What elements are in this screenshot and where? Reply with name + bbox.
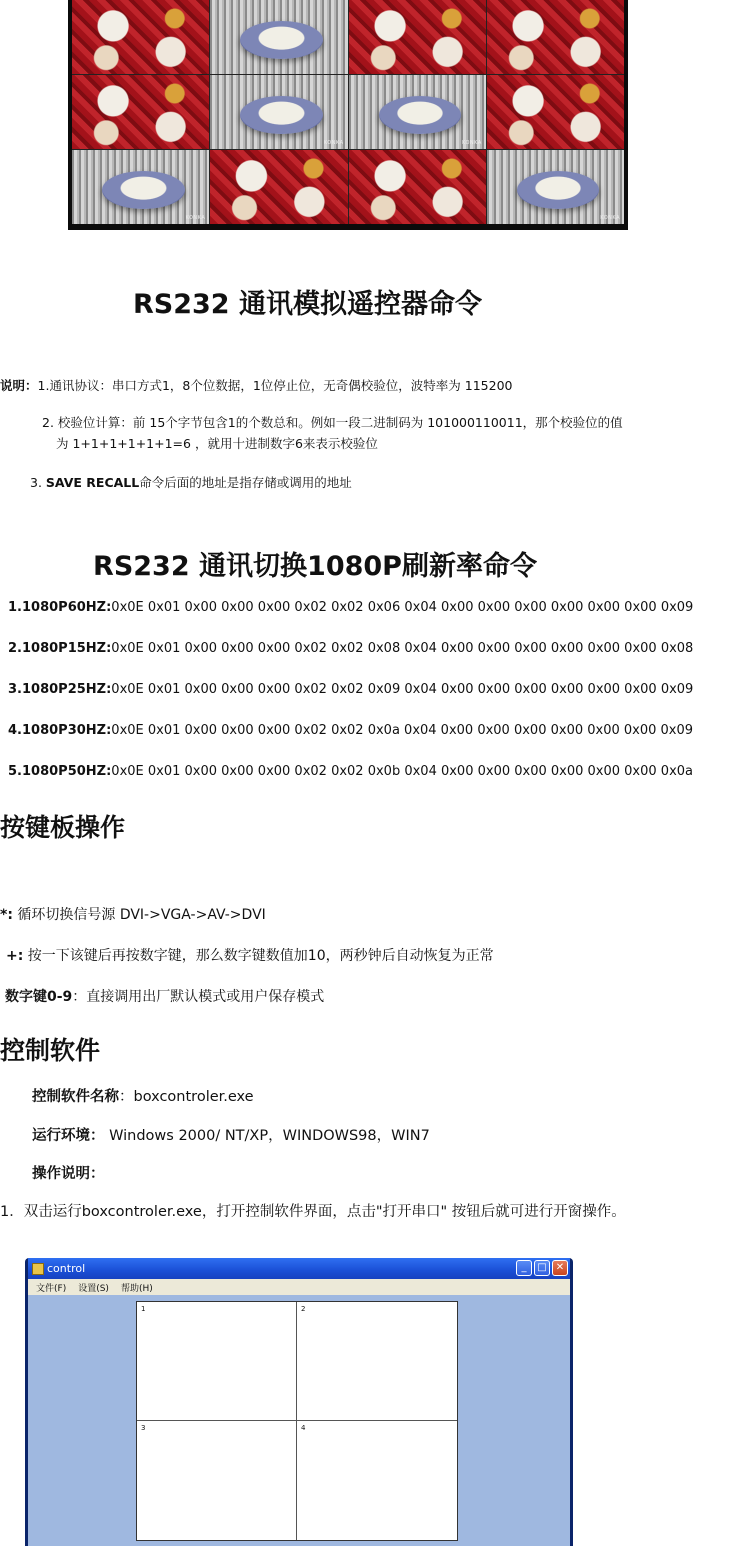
keypad-item <box>0 904 266 924</box>
window-cell-3[interactable] <box>137 1421 297 1540</box>
save-recall-keyword: SAVE RECALL <box>45 475 140 490</box>
menu-help[interactable]: 帮助(H) <box>120 1283 153 1294</box>
command-code: 0x0E 0x01 0x00 0x00 0x00 0x02 0x02 0x06 0x04 0x00 0x00 0x00 0x00 0x00 0x00 0x09 <box>111 600 694 615</box>
command-line <box>8 682 693 697</box>
screen-layout-panel <box>136 1301 458 1541</box>
minimize-button[interactable]: _ <box>516 1260 532 1276</box>
wall-tile-bowl <box>349 75 486 149</box>
cell-number: 1 <box>141 1305 146 1313</box>
operation-label: 操作说明： <box>32 1166 105 1182</box>
command-code: 0x0E 0x01 0x00 0x00 0x00 0x02 0x02 0x0a 0x04 0x00 0x00 0x00 0x00 0x00 0x00 0x09 <box>111 723 694 738</box>
command-line <box>8 641 693 656</box>
software-name-label: 控制软件名称 <box>32 1089 119 1105</box>
wall-tile-food <box>487 75 624 149</box>
command-label: 4.1080P30HZ: <box>8 723 112 738</box>
control-window <box>25 1258 573 1546</box>
cell-number: 2 <box>301 1305 306 1313</box>
command-label: 5.1080P50HZ: <box>8 764 112 779</box>
maximize-button[interactable]: □ <box>534 1260 550 1276</box>
brand-mark: KONKA <box>600 215 620 221</box>
protocol-note <box>0 376 513 394</box>
brand-mark: KONKA <box>185 215 206 221</box>
window-cell-2[interactable] <box>297 1302 457 1421</box>
command-line <box>8 723 693 738</box>
keypad-title: 按键板操作 <box>0 813 126 842</box>
command-label: 2.1080P15HZ: <box>8 641 112 656</box>
note-protocol: 1.通讯协议：串口方式1，8个位数据，1位停止位，无奇偶校验位，波特率为 115200 <box>37 378 513 393</box>
runtime-env-label: 运行环境： <box>32 1128 105 1144</box>
key-desc: 按一下该键后再按数字键，那么数字键数值加10，两秒钟后自动恢复为正常 <box>23 948 494 964</box>
command-code: 0x0E 0x01 0x00 0x00 0x00 0x02 0x02 0x0b 0x04 0x00 0x00 0x00 0x00 0x00 0x00 0x0a <box>111 764 694 779</box>
checksum-note-line1: 2. 校验位计算：前 15个字节包含1的个数总和。例如一段二进制码为 101000110011，那个校验位的值 <box>42 415 623 430</box>
command-label: 1.1080P60HZ: <box>8 600 112 615</box>
note-label: 说明： <box>0 378 38 393</box>
video-wall-grid <box>72 0 624 224</box>
wall-tile-food <box>72 75 209 149</box>
command-line <box>8 600 693 615</box>
video-wall-photo <box>68 0 628 230</box>
wall-tile-bowl <box>72 150 209 224</box>
window-controls <box>516 1260 568 1276</box>
software-title: 控制软件 <box>0 1036 101 1065</box>
key-desc: 循环切换信号源 DVI->VGA->AV->DVI <box>12 907 266 923</box>
menu-bar <box>28 1279 570 1295</box>
menu-settings[interactable]: 设置(S) <box>78 1283 109 1294</box>
brand-mark: KONKA <box>461 140 482 146</box>
command-code: 0x0E 0x01 0x00 0x00 0x00 0x02 0x02 0x08 0x04 0x00 0x00 0x00 0x00 0x00 0x00 0x08 <box>111 641 694 656</box>
brand-mark: KONKA <box>323 140 344 146</box>
cell-number: 3 <box>141 1424 146 1432</box>
key-desc: ：直接调用出厂默认模式或用户保存模式 <box>72 989 325 1005</box>
wall-tile-food <box>349 0 486 74</box>
window-cell-1[interactable] <box>137 1302 297 1421</box>
rs232-refresh-title: RS232 通讯切换1080P刷新率命令 <box>93 551 537 582</box>
wall-tile-food <box>210 150 347 224</box>
cell-number: 4 <box>301 1424 306 1432</box>
key-name: 数字键0-9 <box>5 989 73 1005</box>
window-client-area <box>28 1295 570 1546</box>
runtime-env <box>32 1124 430 1145</box>
wall-tile-bowl <box>487 150 624 224</box>
window-titlebar[interactable] <box>28 1258 570 1279</box>
window-cell-4[interactable] <box>297 1421 457 1540</box>
keypad-item <box>6 945 494 965</box>
command-code: 0x0E 0x01 0x00 0x00 0x00 0x02 0x02 0x09 0x04 0x00 0x00 0x00 0x00 0x00 0x00 0x09 <box>111 682 694 697</box>
wall-tile-food <box>487 0 624 74</box>
wall-tile-bowl <box>210 75 347 149</box>
command-line <box>8 764 693 779</box>
rs232-remote-title: RS232 通讯模拟遥控器命令 <box>133 289 482 320</box>
window-title: control <box>47 1262 86 1275</box>
command-label: 3.1080P25HZ: <box>8 682 112 697</box>
keypad-item <box>5 986 324 1006</box>
save-recall-desc: 命令后面的地址是指存储或调用的地址 <box>139 475 352 490</box>
checksum-note-line2: 为 1+1+1+1+1+1=6 ，就用十进制数字6来表示校验位 <box>56 436 378 451</box>
note-number: 3. <box>30 475 46 490</box>
close-button[interactable]: ✕ <box>552 1260 568 1276</box>
wall-tile-food <box>72 0 209 74</box>
wall-tile-food <box>349 150 486 224</box>
key-name: +: <box>6 948 24 964</box>
software-name-value: ：boxcontroler.exe <box>119 1089 254 1105</box>
save-recall-note <box>30 473 352 491</box>
runtime-env-value: Windows 2000/ NT/XP，WINDOWS98，WIN7 <box>104 1128 430 1144</box>
operation-step-1: 1．双击运行boxcontroler.exe，打开控制软件界面，点击"打开串口" 按钮后就可进行开窗操作。 <box>0 1204 626 1220</box>
software-name <box>32 1085 254 1106</box>
wall-tile-bowl <box>210 0 347 74</box>
app-icon <box>32 1263 44 1275</box>
menu-file[interactable]: 文件(F) <box>36 1283 67 1294</box>
key-name: *: <box>0 907 13 923</box>
